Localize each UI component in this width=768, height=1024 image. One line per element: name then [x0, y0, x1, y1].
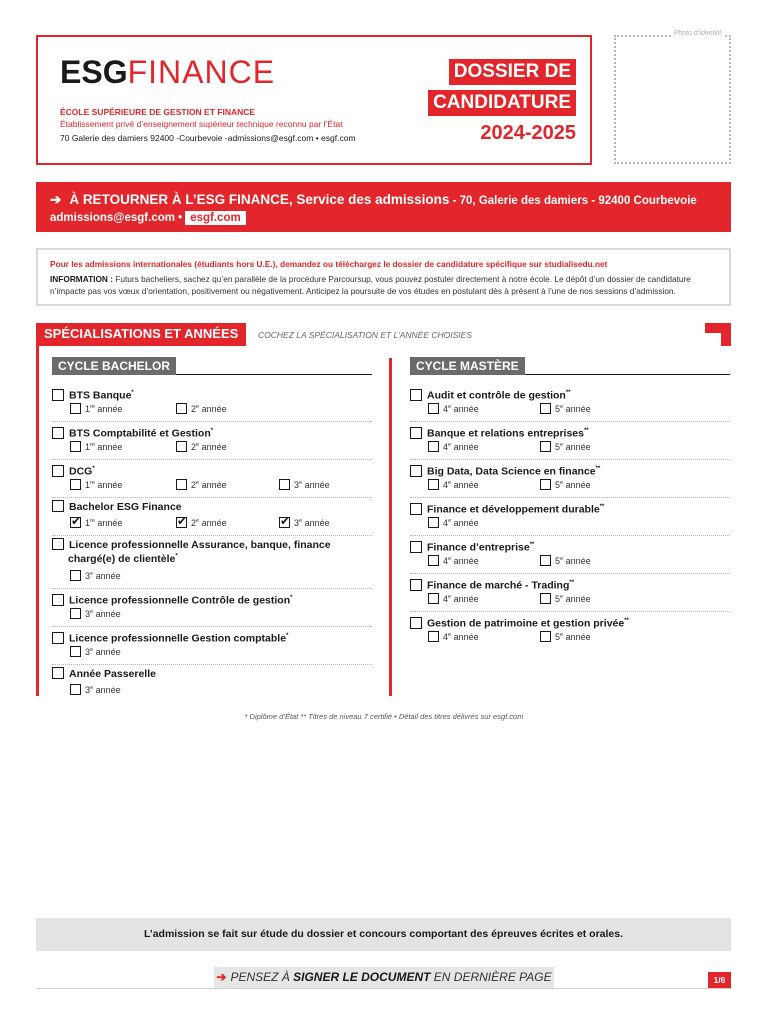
item-title: DCG: [69, 465, 93, 478]
list-item: Audit et contrôle de gestion** 4e année 5e année: [410, 384, 730, 422]
section-title: SPÉCIALISATIONS ET ANNÉES: [36, 323, 246, 346]
year-option[interactable]: 4e année: [428, 555, 479, 566]
checkbox[interactable]: [52, 465, 64, 477]
corner-decoration: [705, 323, 731, 346]
information-text: INFORMATION : Futurs bacheliers, sachez qu’en parallèle de la procédure Parcoursup, vous pouvez postuler directement à notre école. Le dépôt d’un dossier de candidature n’impacte pas vos vœux d’orientation, positivement ou négativement. Anticipez la poursuite de vos études en postulant dès à présent à l’une de nos sessions d’admission.: [50, 274, 691, 296]
international-note: Pour les admissions internationales (étudiants hors U.E.), demandez ou téléchargez le dossier de candidature spécifique sur studialisedu.net: [50, 259, 608, 269]
checkbox[interactable]: [176, 403, 187, 414]
list-item: BTS Banque* 1re année 2e année: [52, 384, 372, 422]
checkbox[interactable]: [70, 441, 81, 452]
list-item: Finance d’entreprise** 4e année 5e année: [410, 536, 730, 574]
bachelor-column: [52, 357, 372, 703]
list-item: [52, 665, 372, 703]
item-title: Audit et contrôle de gestion: [427, 389, 566, 402]
item-title: Bachelor ESG Finance: [69, 501, 182, 513]
checkbox[interactable]: [70, 684, 81, 695]
checkbox[interactable]: [52, 538, 64, 550]
page-number: 1/6: [708, 972, 731, 988]
checkbox[interactable]: [410, 465, 422, 477]
year-option[interactable]: 3e année: [70, 570, 121, 581]
year-option[interactable]: 4e année: [428, 593, 479, 604]
checkbox[interactable]: [540, 441, 551, 452]
year-option[interactable]: 4e année: [428, 441, 479, 452]
list-item: Banque et relations entreprises** 4e année 5e année: [410, 422, 730, 460]
checkbox[interactable]: [540, 555, 551, 566]
middle-rule: [389, 358, 392, 696]
bachelor-heading-row: [52, 357, 372, 375]
checkbox[interactable]: [410, 427, 422, 439]
banner-address: - 70, Galerie des damiers - 92400 Courbevoie: [449, 195, 697, 207]
checkbox[interactable]: [540, 403, 551, 414]
year-option[interactable]: 4e année: [428, 403, 479, 414]
year-option[interactable]: 5e année: [540, 593, 591, 604]
checkbox[interactable]: [428, 479, 439, 490]
header-box: [36, 35, 592, 165]
section-subtitle: COCHEZ LA SPÉCIALISATION ET L’ANNÉE CHOISIES: [258, 330, 472, 340]
year-option[interactable]: 4e année: [428, 517, 479, 528]
return-address-banner: [36, 182, 731, 232]
checkbox[interactable]: [70, 646, 81, 657]
esg-finance-logo: ESGFINANCE: [60, 54, 276, 90]
dossier-tag-line1: DOSSIER DE: [449, 59, 576, 85]
checkbox[interactable]: [428, 441, 439, 452]
checkbox[interactable]: [70, 403, 81, 414]
checkbox-checked[interactable]: [176, 517, 187, 528]
list-item: Finance et développement durable** 4e année: [410, 498, 730, 536]
checkbox[interactable]: [428, 593, 439, 604]
year-option[interactable]: 1re année: [70, 403, 122, 414]
item-title: Finance et développement durable: [427, 503, 600, 516]
checkbox[interactable]: [176, 441, 187, 452]
list-item: Gestion de patrimoine et gestion privée** 4e année 5e année: [410, 612, 730, 650]
checkbox[interactable]: [70, 479, 81, 490]
year-option[interactable]: 5e année: [540, 479, 591, 490]
checkbox[interactable]: [540, 631, 551, 642]
checkbox[interactable]: [410, 579, 422, 591]
item-title: Licence professionnelle Assurance, banque, finance: [69, 539, 331, 551]
checkbox[interactable]: [52, 389, 64, 401]
checkbox[interactable]: [52, 500, 64, 512]
list-item: DCG* 1re année 2e année 3e année: [52, 460, 372, 498]
year-option[interactable]: 1re année: [70, 441, 122, 452]
list-item: BTS Comptabilité et Gestion* 1re année 2e année: [52, 422, 372, 460]
item-title: Finance d’entreprise: [427, 541, 530, 554]
banner-line1: [50, 192, 717, 209]
dossier-tag-line2: CANDIDATURE: [428, 90, 576, 116]
checkbox[interactable]: [428, 517, 439, 528]
year-option[interactable]: 3e année: [70, 684, 121, 695]
list-item: Big Data, Data Science en finance** 4e année 5e année: [410, 460, 730, 498]
item-title: Banque et relations entreprises: [427, 427, 584, 440]
left-rule: [36, 346, 39, 696]
school-name: ÉCOLE SUPÉRIEURE DE GESTION ET FINANCE: [60, 107, 256, 117]
dossier-title: [428, 59, 576, 145]
year-option[interactable]: 4e année: [428, 479, 479, 490]
arrow-right-icon: ➔: [216, 970, 227, 984]
checkbox[interactable]: [410, 541, 422, 553]
item-title: Gestion de patrimoine et gestion privée: [427, 617, 625, 630]
year-option[interactable]: ✔ 3e année: [279, 517, 330, 528]
item-title: BTS Comptabilité et Gestion: [69, 427, 211, 440]
list-item: Licence professionnelle Contrôle de gestion* 3e année: [52, 589, 372, 627]
item-title: BTS Banque: [69, 389, 132, 402]
academic-year: 2024-2025: [480, 122, 576, 144]
checkbox[interactable]: [52, 594, 64, 606]
year-option[interactable]: 3e année: [70, 608, 121, 619]
sign-reminder: ➔ PENSEZ À SIGNER LE DOCUMENT EN DERNIÈRE PAGE: [214, 967, 554, 988]
banner-main: À RETOURNER À L’ESG FINANCE, Service des admissions: [69, 192, 450, 207]
list-item: Licence professionnelle Assurance, banque, finance chargé(e) de clientèle* 3e année: [52, 536, 372, 589]
item-title: Big Data, Data Science en finance: [427, 465, 596, 478]
checkbox[interactable]: [428, 631, 439, 642]
year-option[interactable]: 2e année: [176, 403, 227, 414]
checkbox[interactable]: [70, 608, 81, 619]
item-title: Année Passerelle: [69, 668, 156, 680]
year-option[interactable]: 5e année: [540, 631, 591, 642]
photo-id-label: Photo d’identité: [671, 30, 725, 37]
item-title: Licence professionnelle Contrôle de gestion: [69, 594, 291, 607]
checkbox[interactable]: [410, 389, 422, 401]
year-option[interactable]: 5e année: [540, 441, 591, 452]
year-option[interactable]: ✔1re année: [70, 517, 122, 528]
checkbox[interactable]: [410, 617, 422, 629]
banner-site-link[interactable]: esgf.com: [185, 211, 246, 225]
year-option[interactable]: 4e année: [428, 631, 479, 642]
year-option[interactable]: 3e année: [279, 479, 330, 490]
checkbox[interactable]: [410, 503, 422, 515]
bachelor-heading: CYCLE BACHELOR: [52, 357, 176, 375]
year-option[interactable]: ✔ 2e année: [176, 517, 227, 528]
master-column: [410, 357, 730, 650]
master-heading: CYCLE MASTÈRE: [410, 357, 525, 375]
school-address: 70 Galerie des damiers 92400 -Courbevoie -admissions@esgf.com • esgf.com: [60, 133, 356, 143]
list-item: [52, 498, 372, 536]
checkbox[interactable]: [428, 403, 439, 414]
checkbox[interactable]: [540, 479, 551, 490]
item-title: Licence professionnelle Gestion comptable: [69, 632, 287, 645]
photo-id-box[interactable]: [614, 30, 731, 164]
footnote: * Diplôme d’État ** Titres de niveau 7 certifié • Détail des titres délivrés sur esgf.com: [244, 712, 524, 721]
year-option[interactable]: 2e année: [176, 479, 227, 490]
checkbox[interactable]: [52, 632, 64, 644]
year-option[interactable]: 1re année: [70, 479, 122, 490]
checkbox[interactable]: [52, 667, 64, 679]
checkbox[interactable]: [70, 570, 81, 581]
year-option[interactable]: 5e année: [540, 403, 591, 414]
year-option[interactable]: 3e année: [70, 646, 121, 657]
admission-note: L’admission se fait sur étude du dossier et concours comportant des épreuves écrites et orales.: [36, 918, 731, 951]
arrow-right-icon: ➔: [50, 192, 62, 207]
banner-email[interactable]: admissions@esgf.com •: [50, 212, 183, 224]
checkbox[interactable]: [540, 593, 551, 604]
info-box: [36, 248, 731, 306]
checkbox[interactable]: [279, 479, 290, 490]
item-title: Finance de marché - Trading: [427, 579, 570, 592]
list-item: Licence professionnelle Gestion comptable* 3e année: [52, 627, 372, 665]
year-option[interactable]: 2e année: [176, 441, 227, 452]
master-heading-row: [410, 357, 730, 375]
checkbox[interactable]: [428, 555, 439, 566]
banner-line2: [50, 211, 717, 225]
checkbox-checked[interactable]: [279, 517, 290, 528]
school-subtitle: Établissement privé d’enseignement supérieur technique reconnu par l’État: [60, 119, 343, 129]
list-item: Finance de marché - Trading** 4e année 5e année: [410, 574, 730, 612]
checkbox[interactable]: [176, 479, 187, 490]
checkbox-checked[interactable]: [70, 517, 81, 528]
item-title-line2: chargé(e) de clientèle: [68, 553, 176, 565]
checkbox[interactable]: [52, 427, 64, 439]
bottom-rule: [36, 988, 731, 989]
year-option[interactable]: 5e année: [540, 555, 591, 566]
